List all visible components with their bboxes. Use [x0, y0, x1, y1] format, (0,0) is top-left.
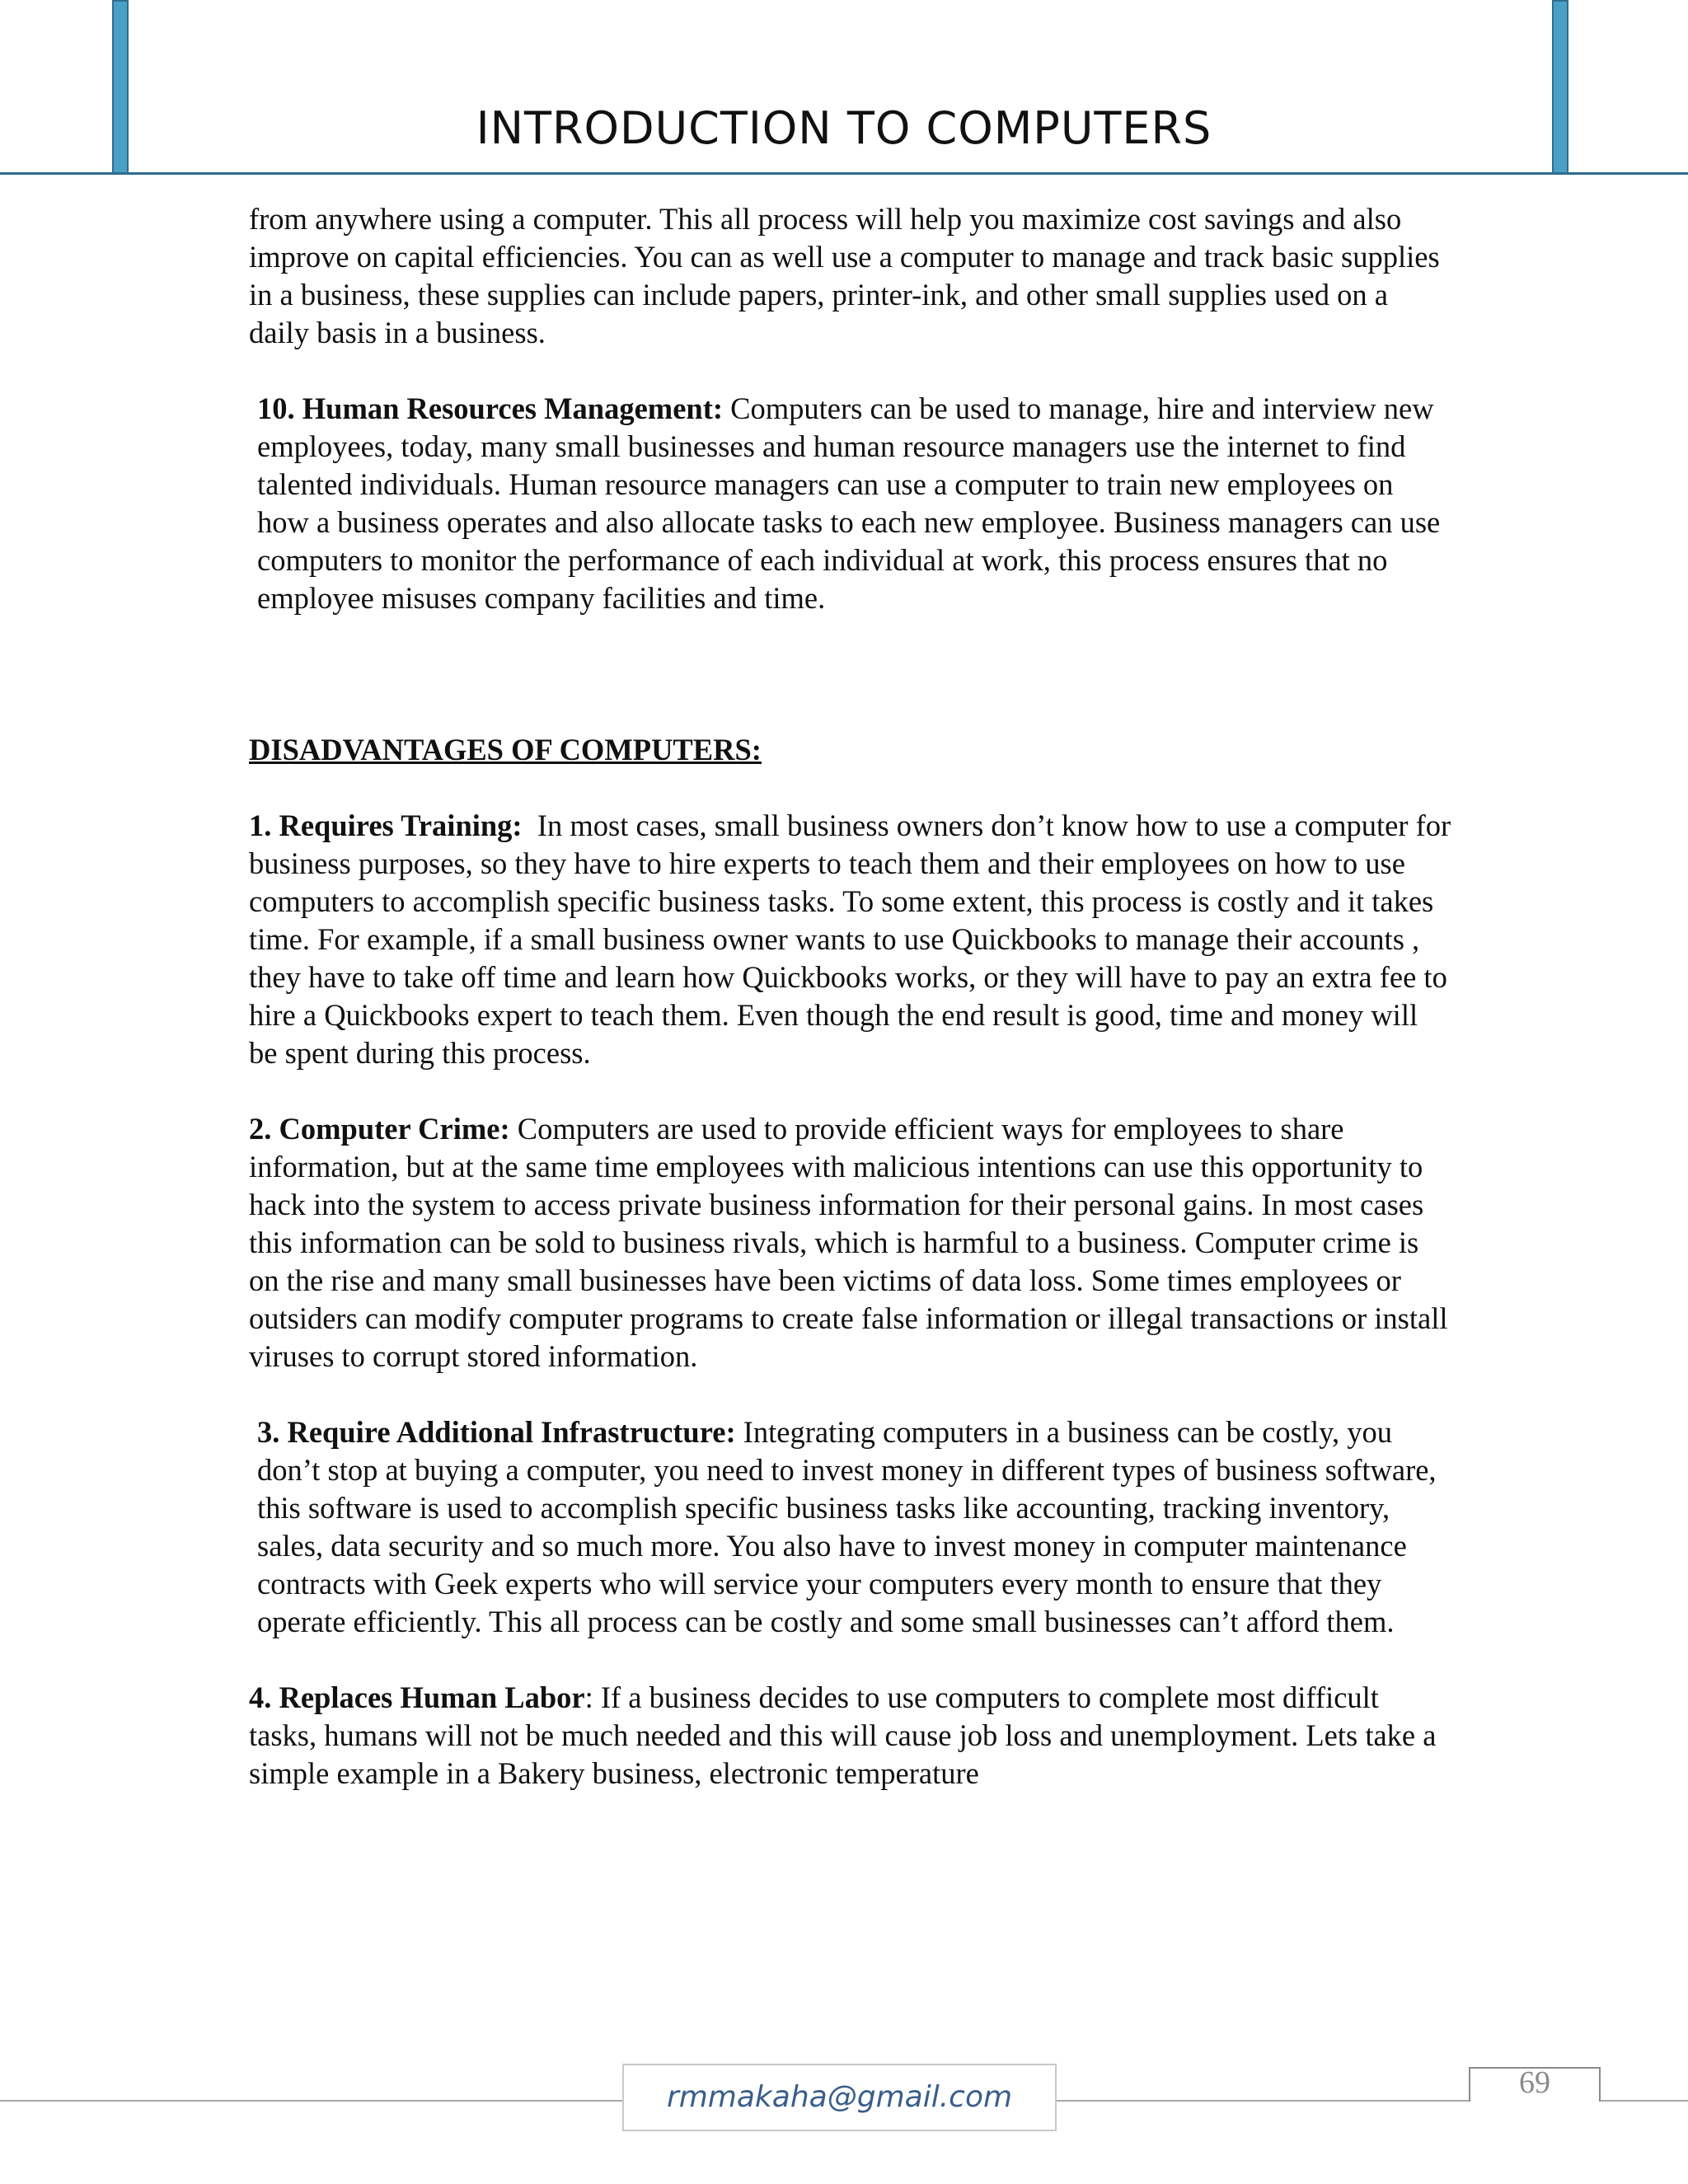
paragraph-intro-continuation: from anywhere using a computer. This all process will help you maximize cost savings and also improve on capital efficiencies. You can as well use a computer to manage and track basic supplies in a business, these supplies can include papers, printer-ink, and other small supplies used on a daily basis in a business.	[249, 202, 1440, 349]
footer-email: rmmakaha@gmail.com	[622, 2064, 1057, 2131]
page-number: 69	[1469, 2067, 1601, 2102]
footer-rule-middle	[1057, 2100, 1469, 2102]
paragraph-label: 1. Requires Training:	[249, 808, 523, 842]
paragraph-text: Computers are used to provide efficient ways for employees to share information, but at the same time employees with malicious intentions can use this opportunity to hack into the system to access private business information for their personal gains. In most cases this information can be sold to business rivals, which is harmful to a business. Computer crime is on the rise and many small businesses have been victims of data loss. Some times employees or outsiders can modify computer programs to create false information or illegal transactions or install viruses to corrupt stored information.	[249, 1112, 1448, 1373]
paragraph-text: In most cases, small business owners don’t know how to use a computer for business purposes, so they have to hire experts to teach them and their employees on how to use computers to accomplish specific business tasks. To some extent, this process is costly and it takes time. For example, if a small business owner wants to use Quickbooks to manage their accounts , they have to take off time and learn how Quickbooks works, or they will have to pay an extra fee to hire a Quickbooks expert to teach them. Even though the end result is good, time and money will be spent during this process.	[249, 808, 1459, 1070]
paragraph-replaces-human-labor	[249, 1679, 1452, 1793]
paragraph-label: 10. Human Resources Management:	[257, 391, 724, 425]
page-header-title: INTRODUCTION TO COMPUTERS	[476, 102, 1212, 154]
paragraph-additional-infrastructure	[249, 1413, 1452, 1641]
document-body	[249, 200, 1459, 1793]
footer-rule-left	[0, 2100, 622, 2102]
footer-rule-right	[1601, 2100, 1688, 2102]
paragraph-computer-crime	[249, 1110, 1452, 1376]
paragraph-requires-training	[249, 807, 1459, 1072]
paragraph-text: Computers can be used to manage, hire and interview new employees, today, many small businesses and human resource managers use the internet to find talented individuals. Human resource managers can use a computer to train new employees on how a business operates and also allocate tasks to each new employee. Business managers can use computers to monitor the performance of each individual at work, this process ensures that no employee misuses company facilities and time.	[257, 391, 1441, 615]
paragraph-label: 4. Replaces Human Labor	[249, 1680, 585, 1714]
paragraph-label: 2. Computer Crime:	[249, 1112, 510, 1146]
paragraph-text: : If a business decides to use computers to complete most difficult tasks, humans will not be much needed and this will cause job loss and unemployment. Lets take a simple example in a Bakery business, electronic temperature	[249, 1680, 1437, 1790]
paragraph-human-resources	[249, 390, 1452, 617]
header-rule	[0, 172, 1688, 175]
paragraph-text: Integrating computers in a business can be costly, you don’t stop at buying a computer, you need to invest money in different types of business software, this software is used to accomplish specific business tasks like accounting, tracking inventory, sales, data security and so much more. You also have to invest money in computer maintenance contracts with Geek experts who will service your computers every month to ensure that they operate efficiently. This all process can be costly and some small businesses can’t afford them.	[257, 1415, 1437, 1638]
paragraph-label: 3. Require Additional Infrastructure:	[257, 1415, 736, 1449]
section-heading-disadvantages: DISADVANTAGES OF COMPUTERS:	[249, 733, 762, 766]
